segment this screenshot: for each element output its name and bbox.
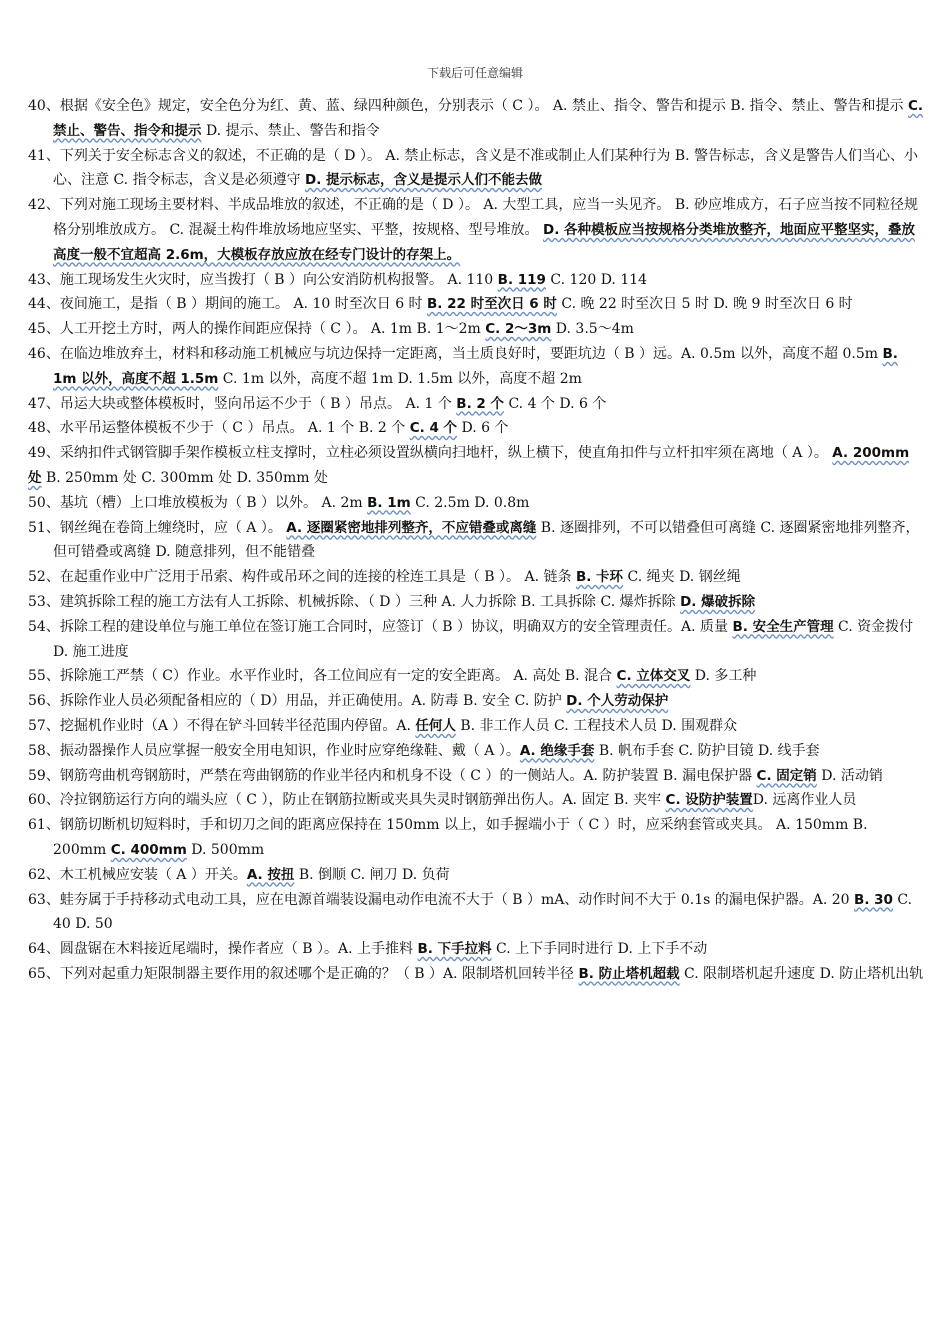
- question-text: D. 提示、禁止、警告和指令: [201, 122, 380, 139]
- question-text: 、钢丝绳在卷筒上缠绕时，应（ A ）。: [45, 519, 287, 536]
- question-text: C. 120 D. 114: [545, 271, 648, 288]
- question-text: C. 上下手同时进行 D. 上下手不动: [491, 941, 708, 958]
- question-text: 、钢筋弯曲机弯钢筋时，严禁在弯曲钢筋的作业半径内和机身不设（ C ）的一侧站人。A. 防护装置 B. 漏电保护器: [45, 767, 757, 784]
- question-number: 60: [28, 792, 46, 809]
- question-57: [28, 714, 924, 739]
- question-65: [28, 962, 924, 987]
- question-44: [28, 292, 924, 317]
- question-63: [28, 888, 924, 938]
- question-text: B. 帆布手套 C. 防护目镜 D. 线手套: [594, 742, 820, 759]
- question-text: 、下列关于安全标志含义的叙述，不正确的是（ D ）。 A. 禁止标志，含义是不准或制止人们某种行为 B. 警告标志，含义是警告人们当心、小心、注意 C. 指令标志，含义是必须遵守: [45, 147, 919, 189]
- question-number: 49: [28, 445, 46, 462]
- question-number: 61: [28, 817, 46, 834]
- correct-answer: C. 禁止、警告、指令和提示: [53, 98, 924, 139]
- question-number: 47: [28, 395, 46, 412]
- correct-answer: A. 逐圈紧密地排列整齐，不应错叠或离缝: [286, 519, 537, 536]
- question-50: [28, 491, 924, 516]
- question-61: [28, 813, 924, 863]
- question-number: 52: [28, 569, 46, 586]
- question-text: C. 40 D. 50: [53, 891, 913, 933]
- question-text: C. 4 个 D. 6 个: [504, 395, 607, 412]
- question-text: 、拆除作业人员必须配备相应的（ D）用品，并正确使用。A. 防毒 B. 安全 C. 防护: [45, 693, 567, 710]
- question-number: 50: [28, 494, 46, 511]
- question-text: 、下列对起重力矩限制器主要作用的叙述哪个是正确的？（ B ）A. 限制塔机回转半径: [45, 965, 579, 982]
- question-46: [28, 342, 924, 392]
- question-list: [28, 94, 924, 987]
- question-text: 、下列对施工现场主要材料、半成品堆放的叙述，不正确的是（ D ）。 A. 大型工具，应当一头见齐。 B. 砂应堆成方，石子应当按不同粒径规格分别堆放成方。 C. 混凝土构件堆放场地应坚实、平整，按规格、型号堆放。: [45, 197, 919, 238]
- question-text: C. 2.5m D. 0.8m: [410, 494, 530, 511]
- question-number: 63: [28, 891, 46, 908]
- question-text: B. 250mm 处 C. 300mm 处 D. 350mm 处: [41, 469, 328, 486]
- question-text: 、拆除施工严禁（ C）作业。水平作业时，各工位间应有一定的安全距离。 A. 高处 B. 混合: [45, 668, 617, 685]
- question-48: [28, 416, 924, 441]
- correct-answer: C. 4 个: [409, 420, 458, 437]
- question-text: D. 多工种: [690, 668, 757, 685]
- correct-answer: A. 200mm 处: [28, 445, 910, 486]
- correct-answer: B. 119: [497, 271, 546, 288]
- question-number: 43: [28, 271, 46, 288]
- correct-answer: B. 30: [854, 891, 893, 908]
- question-54: [28, 615, 924, 665]
- question-number: 64: [28, 941, 46, 958]
- question-number: 41: [28, 147, 46, 164]
- correct-answer: 任何人: [415, 717, 456, 734]
- question-text: 、蛙夯属于手持移动式电动工具，应在电源首端装设漏电动作电流不大于（ B ）mA、动作时间不大于 0.1s 的漏电保护器。A. 20: [45, 891, 855, 908]
- question-42: [28, 193, 924, 267]
- question-47: [28, 392, 924, 417]
- question-58: [28, 739, 924, 764]
- question-text: 、水平吊运整体模板不少于（ C ）吊点。 A. 1 个 B. 2 个: [45, 420, 410, 437]
- correct-answer: A. 按扭: [246, 866, 295, 883]
- correct-answer: B. 防止塔机超载: [578, 965, 680, 982]
- correct-answer: D. 爆破拆除: [680, 593, 756, 610]
- correct-answer: B. 卡环: [575, 569, 624, 586]
- question-text: 、在临边堆放弃土，材料和移动施工机械应与坑边保持一定距离，当土质良好时，要距坑边（ B ）远。A. 0.5m 以外，高度不超 0.5m: [45, 345, 883, 362]
- question-text: 、钢筋切断机切短料时，手和切刀之间的距离应保持在 150mm 以上，如手握端小于（ C ）时，应采纳套管或夹具。 A. 150mm B. 200mm: [45, 817, 868, 858]
- question-64: [28, 937, 924, 962]
- question-text: D. 活动销: [816, 767, 883, 784]
- question-number: 54: [28, 618, 46, 635]
- question-text: 、拆除工程的建设单位与施工单位在签订施工合同时，应签订（ B ）协议，明确双方的安全管理责任。A. 质量: [45, 618, 733, 635]
- question-40: [28, 94, 924, 144]
- question-text: B. 逐圈排列，不可以错叠但可离缝 C. 逐圈紧密地排列整齐，但可错叠或离缝 D. 随意排列，但不能错叠: [53, 519, 920, 561]
- question-number: 58: [28, 742, 46, 759]
- question-text: 、圆盘锯在木料接近尾端时，操作者应（ B ）。A. 上手推料: [45, 941, 418, 958]
- question-45: [28, 317, 924, 342]
- question-text: 、吊运大块或整体模板时，竖向吊运不少于（ B ）吊点。 A. 1 个: [45, 395, 457, 412]
- correct-answer: B. 1m 以外，高度不超 1.5m: [53, 345, 898, 387]
- question-text: 、冷拉钢筋运行方向的端头应（ C ），防止在钢筋拉断或夹具失灵时钢筋弹出伤人。A. 固定 B. 夹牢: [45, 792, 666, 809]
- question-number: 57: [28, 717, 46, 734]
- question-number: 46: [28, 345, 46, 362]
- question-text: 、挖掘机作业时（A ）不得在铲斗回转半径范围内停留。A.: [45, 717, 416, 734]
- correct-answer: D. 个人劳动保护: [566, 693, 669, 710]
- question-51: [28, 516, 924, 566]
- correct-answer: B. 下手拉料: [417, 941, 492, 958]
- question-text: 、根据《安全色》规定，安全色分为红、黄、蓝、绿四种颜色，分别表示（ C ）。 A. 禁止、指令、警告和提示 B. 指令、禁止、警告和提示: [45, 98, 908, 114]
- question-text: C. 绳夹 D. 钢丝绳: [623, 569, 741, 586]
- question-60: [28, 788, 924, 813]
- question-number: 42: [28, 197, 46, 214]
- question-number: 45: [28, 321, 46, 338]
- question-text: 、采纳扣件式钢管脚手架作模板立柱支撑时，立柱必须设置纵横向扫地杆，纵上横下，使直角扣件与立杆扣牢须在离地（ A ）。: [45, 445, 833, 462]
- question-number: 44: [28, 296, 46, 313]
- correct-answer: D. 各种模板应当按规格分类堆放整齐，地面应平整坚实，叠放高度一般不宜超高 2.6m，大模板存放应放在经专门设计的存架上。: [53, 221, 916, 263]
- correct-answer: B. 安全生产管理: [732, 618, 834, 635]
- question-text: D. 500mm: [186, 841, 265, 858]
- question-49: [28, 441, 924, 491]
- question-text: 、木工机械应安装（ A ）开关。: [45, 866, 247, 883]
- question-56: [28, 689, 924, 714]
- correct-answer: B. 2 个: [456, 395, 505, 412]
- question-number: 55: [28, 668, 46, 685]
- question-text: D. 6 个: [457, 420, 509, 437]
- question-text: 、夜间施工，是指（ B ）期间的施工。 A. 10 时至次日 6 时: [45, 296, 427, 313]
- question-text: C. 资金拨付 D. 施工进度: [53, 618, 914, 660]
- correct-answer: D. 提示标志，含义是提示人们不能去做: [305, 172, 543, 189]
- correct-answer: C. 固定销: [756, 767, 817, 784]
- question-text: C. 限制塔机起升速度 D. 防止塔机出轨: [679, 965, 924, 982]
- question-text: D. 远离作业人员: [752, 792, 857, 809]
- question-text: 、建筑拆除工程的施工方法有人工拆除、机械拆除、（ D ）三种 A. 人力拆除 B. 工具拆除 C. 爆炸拆除: [45, 593, 681, 610]
- correct-answer: C. 400mm: [110, 841, 187, 858]
- question-text: 、基坑（槽）上口堆放模板为（ B ）以外。 A. 2m: [45, 494, 368, 511]
- question-text: B. 倒顺 C. 闸刀 D. 负荷: [294, 866, 450, 883]
- question-number: 59: [28, 767, 46, 784]
- question-text: C. 晚 22 时至次日 5 时 D. 晚 9 时至次日 6 时: [556, 296, 853, 313]
- question-62: [28, 863, 924, 888]
- question-text: 、施工现场发生火灾时，应当拨打（ B ）向公安消防机构报警。 A. 110: [45, 271, 498, 288]
- question-number: 62: [28, 866, 46, 883]
- question-53: [28, 590, 924, 615]
- question-text: 、人工开挖土方时，两人的操作间距应保持（ C ）。 A. 1m B. 1～2m: [45, 321, 486, 338]
- correct-answer: B. 1m: [367, 494, 411, 511]
- question-number: 51: [28, 519, 46, 536]
- question-number: 56: [28, 693, 46, 710]
- question-59: [28, 764, 924, 789]
- correct-answer: A. 绝缘手套: [519, 742, 595, 759]
- question-number: 65: [28, 965, 46, 982]
- correct-answer: C. 立体交叉: [616, 668, 691, 685]
- question-52: [28, 565, 924, 590]
- question-55: [28, 664, 924, 689]
- question-number: 53: [28, 593, 46, 610]
- question-number: 40: [28, 98, 46, 114]
- question-text: B. 非工作人员 C. 工程技术人员 D. 围观群众: [455, 717, 738, 734]
- correct-answer: C. 设防护装置: [665, 792, 753, 809]
- correct-answer: C. 2～3m: [485, 321, 552, 338]
- question-text: 、振动器操作人员应掌握一般安全用电知识，作业时应穿绝缘鞋、戴（ A ）。: [45, 742, 520, 759]
- question-41: [28, 144, 924, 194]
- question-text: C. 1m 以外，高度不超 1m D. 1.5m 以外，高度不超 2m: [218, 370, 582, 387]
- page-header: 下载后可任意编辑: [426, 66, 523, 80]
- question-text: D. 3.5～4m: [551, 321, 634, 338]
- question-text: 、在起重作业中广泛用于吊索、构件或吊环之间的连接的栓连工具是（ B ）。 A. 链条: [45, 569, 576, 586]
- question-43: [28, 268, 924, 293]
- question-number: 48: [28, 420, 46, 437]
- correct-answer: B. 22 时至次日 6 时: [427, 296, 557, 313]
